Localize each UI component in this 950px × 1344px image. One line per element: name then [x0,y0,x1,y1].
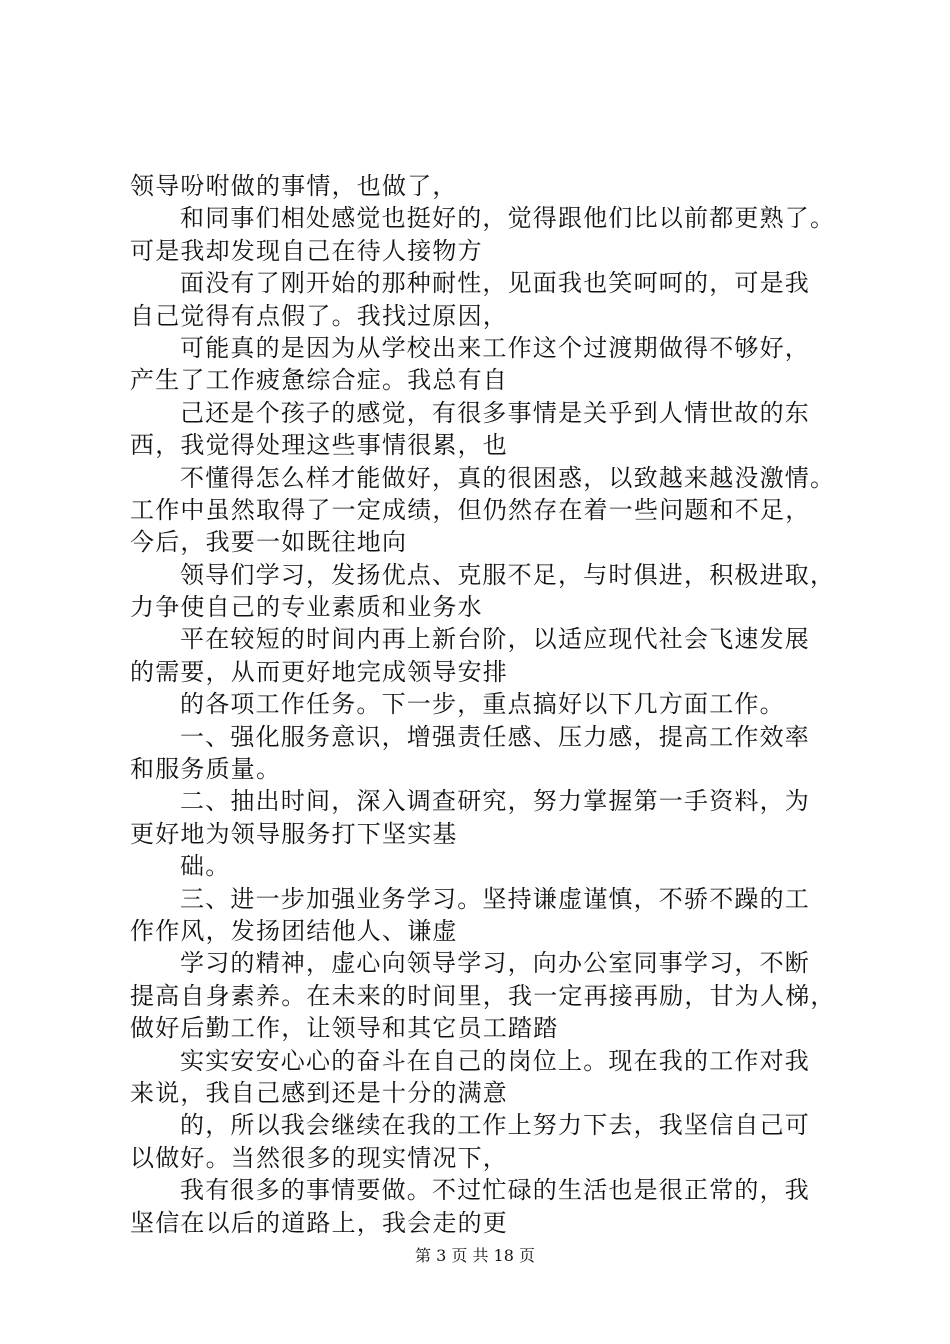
text-line: 作作风，发扬团结他人、谦虚 [130,916,458,945]
text-line: 提高自身素养。在未来的时间里，我一定再接再励，甘为人梯， [130,981,836,1010]
text-line: 一、强化服务意识，增强责任感、压力感，提高工作效率 [180,722,810,751]
text-line: 做好后勤工作，让领导和其它员工踏踏 [130,1014,559,1043]
text-line: 以做好。当然很多的现实情况下， [130,1143,508,1172]
text-line: 今后，我要一如既往地向 [130,528,408,557]
text-line: 学习的精神，虚心向领导学习，向办公室同事学习，不断 [180,949,810,978]
text-line: 面没有了刚开始的那种耐性，见面我也笑呵呵的，可是我 [180,269,810,298]
text-line: 产生了工作疲惫综合症。我总有自 [130,366,508,395]
text-line: 础。 [180,852,231,881]
text-line: 的各项工作任务。下一步，重点搞好以下几方面工作。 [180,690,785,719]
text-line: 可能真的是因为从学校出来工作这个过渡期做得不够好， [180,333,810,362]
text-line: 实实安安心心的奋斗在自己的岗位上。现在我的工作对我 [180,1046,810,1075]
text-line: 不懂得怎么样才能做好，真的很困惑，以致越来越没激情。 [180,463,836,492]
text-line: 和同事们相处感觉也挺好的，觉得跟他们比以前都更熟了。 [180,204,836,233]
text-line: 和服务质量。 [130,755,282,784]
document-body [130,170,850,1239]
text-line: 的需要，从而更好地完成领导安排 [130,657,508,686]
text-line: 可是我却发现自己在待人接物方 [130,236,483,265]
text-line: 己还是个孩子的感觉，有很多事情是关乎到人情世故的东 [180,398,810,427]
text-line: 坚信在以后的道路上，我会走的更 [130,1208,508,1237]
text-line: 西，我觉得处理这些事情很累，也 [130,431,508,460]
text-line: 来说，我自己感到还是十分的满意 [130,1078,508,1107]
text-line: 的，所以我会继续在我的工作上努力下去，我坚信自己可 [180,1111,810,1140]
text-line: 领导们学习，发扬优点、克服不足，与时俱进，积极进取， [180,560,836,589]
text-line: 平在较短的时间内再上新台阶，以适应现代社会飞速发展 [180,625,810,654]
text-line: 我有很多的事情要做。不过忙碌的生活也是很正常的，我 [180,1176,810,1205]
text-line: 更好地为领导服务打下坚实基 [130,819,458,848]
text-line: 二、抽出时间，深入调查研究，努力掌握第一手资料，为 [180,787,810,816]
text-line: 领导吩咐做的事情，也做了， [130,172,458,200]
text-line: 三、进一步加强业务学习。坚持谦虚谨慎，不骄不躁的工 [180,884,810,913]
text-line: 自己觉得有点假了。我找过原因， [130,301,508,330]
text-line: 力争使自己的专业素质和业务水 [130,593,483,622]
text-line: 工作中虽然取得了一定成绩，但仍然存在着一些问题和不足， [130,495,811,524]
page-footer: 第 3 页 共 18 页 [415,1246,535,1265]
